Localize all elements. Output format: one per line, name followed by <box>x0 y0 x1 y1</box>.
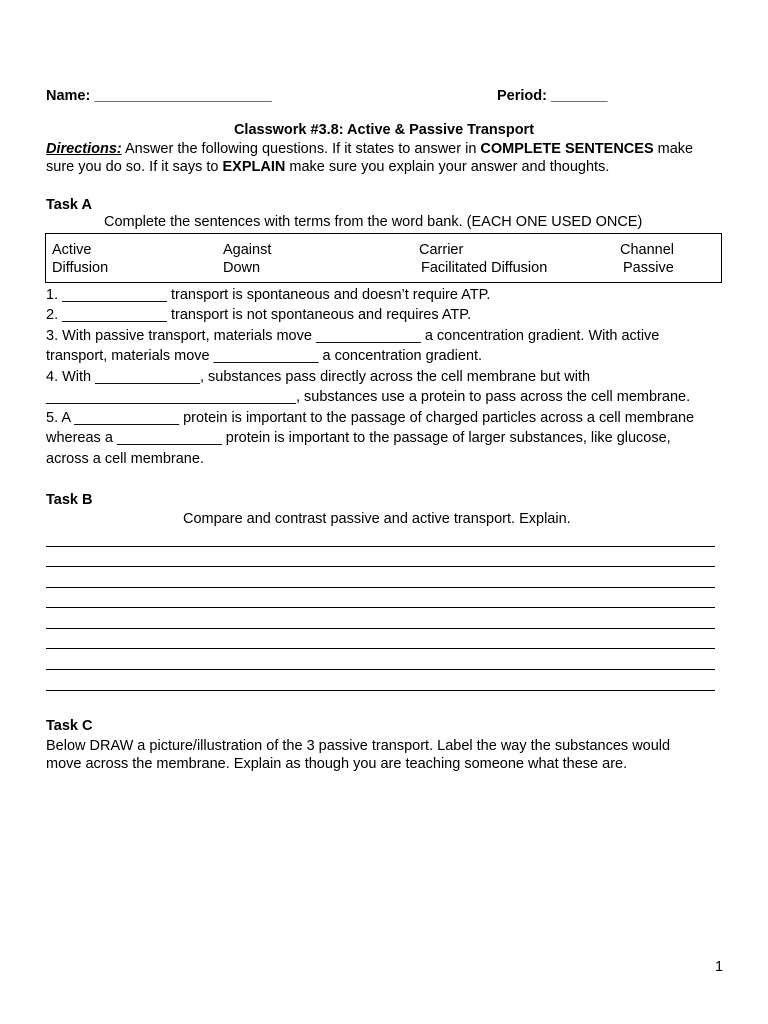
answer-line[interactable] <box>46 690 715 691</box>
question-line: whereas a _____________ protein is important to the passage of larger substances, like glucose, <box>46 430 671 446</box>
task-c-instruction-2: move across the membrane. Explain as though you are teaching someone what these are. <box>46 756 628 772</box>
directions-complete-sentences: COMPLETE SENTENCES <box>480 141 654 157</box>
directions-text-1b: make <box>653 141 694 157</box>
answer-line[interactable] <box>46 648 715 649</box>
directions-line-1 <box>46 140 693 158</box>
question-line: 2. _____________ transport is not spontaneous and requires ATP. <box>46 307 472 323</box>
answer-line[interactable] <box>46 607 715 608</box>
name-field-label: Name: ______________________ <box>46 88 272 104</box>
task-b-prompt: Compare and contrast passive and active transport. Explain. <box>183 511 571 527</box>
answer-line[interactable] <box>46 669 715 670</box>
question-line: 5. A _____________ protein is important to the passage of charged particles across a cell membrane <box>46 410 695 426</box>
word-bank-term: Against <box>223 242 272 258</box>
question-line: transport, materials move _____________ a concentration gradient. <box>46 348 483 364</box>
question-line: 4. With _____________, substances pass directly across the cell membrane but with <box>46 369 591 385</box>
page-title: Classwork #3.8: Active & Passive Transport <box>233 122 535 138</box>
task-a-heading: Task A <box>46 197 92 213</box>
question-line: 1. _____________ transport is spontaneous and doesn’t require ATP. <box>46 287 491 303</box>
word-bank-term: Facilitated Diffusion <box>421 260 548 276</box>
directions-text-2a: sure you do so. If it says to <box>46 159 223 175</box>
answer-line[interactable] <box>46 566 715 567</box>
directions-text-1a: Answer the following questions. If it states to answer in <box>121 141 481 157</box>
task-c-heading: Task C <box>46 718 93 734</box>
word-bank-term: Active <box>52 242 92 258</box>
word-bank-term: Passive <box>623 260 674 276</box>
task-a-instruction: Complete the sentences with terms from the word bank. (EACH ONE USED ONCE) <box>104 214 643 230</box>
question-line: 3. With passive transport, materials move _____________ a concentration gradient. With active <box>46 328 660 344</box>
word-bank-term: Down <box>223 260 261 276</box>
task-b-heading: Task B <box>46 492 93 508</box>
question-line: _______________________________, substances use a protein to pass across the cell membrane. <box>46 389 691 405</box>
word-bank-term: Carrier <box>419 242 464 258</box>
answer-line[interactable] <box>46 546 715 547</box>
directions-text-2b: make sure you explain your answer and thoughts. <box>285 159 610 175</box>
task-c-instruction-1: Below DRAW a picture/illustration of the 3 passive transport. Label the way the substances would <box>46 738 671 754</box>
directions-line-2 <box>46 158 609 176</box>
word-bank-term: Diffusion <box>52 260 109 276</box>
word-bank <box>45 233 722 283</box>
period-field-label: Period: _______ <box>497 88 608 104</box>
drawing-area[interactable] <box>46 780 715 950</box>
page-number: 1 <box>715 959 724 975</box>
directions-label: Directions: <box>46 141 122 157</box>
question-line: across a cell membrane. <box>46 451 204 467</box>
word-bank-term: Channel <box>620 242 675 258</box>
answer-line[interactable] <box>46 587 715 588</box>
directions-explain: EXPLAIN <box>222 159 286 175</box>
answer-line[interactable] <box>46 628 715 629</box>
